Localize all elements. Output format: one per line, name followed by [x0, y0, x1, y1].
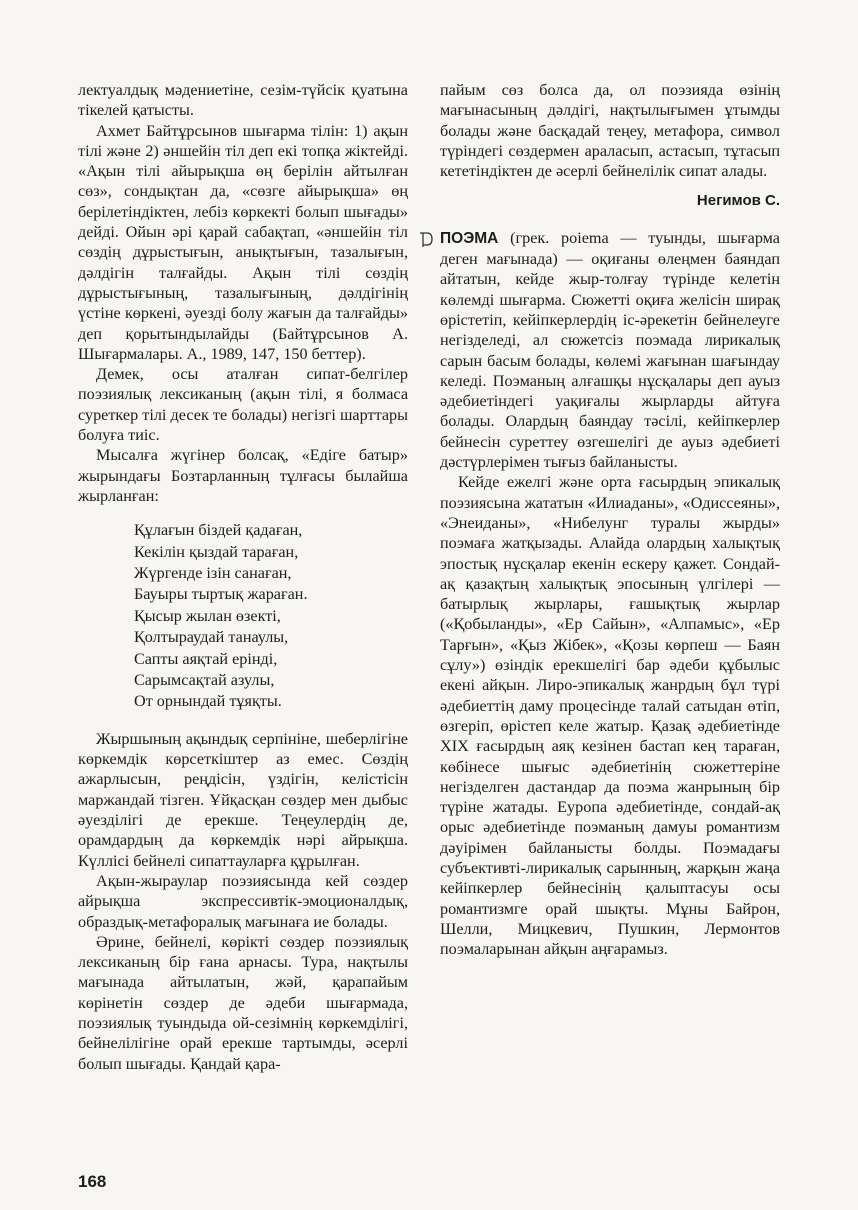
article-author: Негимов С. — [696, 192, 780, 210]
verse-line: От орнындай тұяқты. — [134, 692, 282, 711]
paragraph: лектуалдық мәдениетіне, сезім-түйсік қуатына тікелей қатысты. — [78, 81, 408, 120]
paragraph: пайым сөз болса да, ол поэзияда өзінің мағынасының дәлдігі, нақтылығымен ұтымды болады және басқадай теңеу, метафора, символ түріндегі сөздермен араласып, астасып, тұтасып кететіндіктен де әсерлі бейнелілік сипат алады. — [440, 81, 780, 181]
entry-headword: ПОЭМА — [440, 229, 499, 247]
entry-paragraph — [440, 228, 780, 473]
page-number: 168 — [78, 1172, 107, 1191]
right-column — [440, 80, 780, 959]
verse-line: Құлағын біздей қадаған, — [134, 521, 303, 540]
paragraph: Мысалға жүгінер болсақ, «Едіге батыр» жырындағы Бозтарланның тұлғасы былайша жырланған: — [78, 446, 408, 505]
verse-line: Сарымсақтай азулы, — [134, 671, 275, 690]
entry-definition: (грек. poiema — туынды, шығарма деген мағынада) — оқиғаны өлеңмен баяндап айтатын, кейде жыр-толғау түрінде келетін көлемді шығарма. Сюжетті оқиға желісін ширақ өрістетіп, кейіпкерлердің іс-әрекетін бейнелеуге негізделеді, ал сюжетсіз поэмада лирикалық сарын басым болады, көлемі жағынан шағындау келеді. Поэманың алғашқы нұсқалары деп ауыз әдебиетіндегі уақиғалы жырларды айтуға болады. Олардың баяндау тәсілі, кейіпкерлер бейнесін суреттеу өзгешелігі де ауыз әдебиеті дәстүрлерімен тығыз байланысты. — [440, 228, 780, 472]
paragraph: Демек, осы аталған сипат-белгілер поэзиялық лексиканың (ақын тілі, я болмаса суреткер тілі десек те болады) негізгі шарттары болуға тиіс. — [78, 365, 408, 445]
entry-marker-icon — [418, 230, 434, 248]
verse-line: Сапты аяқтай ерінді, — [134, 649, 278, 668]
paragraph: Ақын-жыраулар поэзиясында кей сөздер айрықша экспрессивтік-эмоционалдық, образдық-метафоралық мағынаға ие болады. — [78, 871, 408, 931]
verse-line: Кекілін қыздай тараған, — [134, 542, 299, 561]
verse-line: Бауыры тыртық жараған. — [134, 585, 308, 604]
paragraph: Ахмет Байтұрсынов шығарма тілін: 1) ақын тілі және 2) әншейін тіл деп екі топқа жіктейді. «Ақын тілі айырықша өң берілін айтылған сөз», сондықтан да, «сөзге айырықша» өң берілетіндіктен, лебіз көркекті болып шығады» дейді. Ойын әрі қарай сабақтап, «әншейін тіл сөздің дұрыстығын, анықтығын, тазалығын, дәлдігін талғайды. Ақын тілі сөздің дұрыстығының, тазалығының, дәлдігінің үстіне көркені, әуезді болу жағын да талғайды» деп қорытындылайды (Байтұрсынов А. Шығармалары. А., 1989, 147, 150 беттер). — [78, 121, 408, 363]
paragraph: Кейде ежелгі және орта ғасырдың эпикалық поэзиясына жататын «Илиаданы», «Одиссеяны», «Энеиданы», «Нибелунг туралы жырды» поэмаға жатқызады. Алайда олардың халықтық эпостық нұсқалар екенін ескеру қажет. Сондай-ақ қазақтың халықтық эпосының үлгілері — батырлық жырлары, ғашықтық жырлар («Қобыланды», «Ер Сайын», «Алпамыс», «Ер Тарғын», «Қыз Жібек», «Қозы көрпеш — Баян сұлу») өзіндік ерекшелігі бар әдеби құбылыс екені айқын. Лиро-эпикалық жанрдың бұл түрі әдебиеттің даму процесінде талай сатыдан өтіп, өзгеріп, өрістеп келе жатыр. Қазақ әдебиетінде XIX ғасырдың аяқ кезінен бастап кең тараған, көбінесе шығыс әдебиетінің сюжеттеріне негізделген дастандар да поэма жанрының бір түріне жатады. Еуропа әдебиетінде, сондай-ақ орыс әдебиетінде поэманың дамуы романтизм дәуірімен байланысты болды. Поэмадағы субъективті-лирикалық сарынның, жарқын жаңа кейіпкерлер бейнесінің қалыптасуы осы романтизмге орай шықты. Мұны Байрон, Шелли, Мицкевич, Пушкин, Лермонтов поэмаларынан айқын аңғарамыз. — [440, 473, 780, 959]
verse-line: Қолтыраудай танаулы, — [134, 628, 289, 647]
verse-block — [134, 520, 408, 713]
paragraph: Жыршының ақындық серпініне, шеберлігіне көркемдік көрсеткіштер аз емес. Сөздің ажарлысын, реңдісін, үздігін, келістісін маржандай тізген. Ұйқасқан сөздер мен дыбыс әуезділігі де ерекше. Теңеулердің де, орамдардың да көркемдік нәрі айрықша. Күллісі бейнелі сипаттауларға құрылған. — [78, 729, 408, 870]
left-column — [78, 80, 408, 1074]
verse-line: Қысыр жылан өзекті, — [134, 606, 281, 625]
verse-line: Жүргенде ізін санаған, — [134, 564, 292, 583]
paragraph: Әрине, бейнелі, көрікті сөздер поэзиялық лексиканың бір ғана арнасы. Тура, нақтылы мағынада айтылатын, жәй, қарапайым көрінетін сөздер де әдеби шығармада, поэзиялық туындыда ой-сезімнің көркемділігі, бейнелілігіне орай ерекше тартымды, әсерлі болып шығады. Қандай қара- — [78, 932, 408, 1073]
dictionary-entry — [440, 228, 780, 473]
